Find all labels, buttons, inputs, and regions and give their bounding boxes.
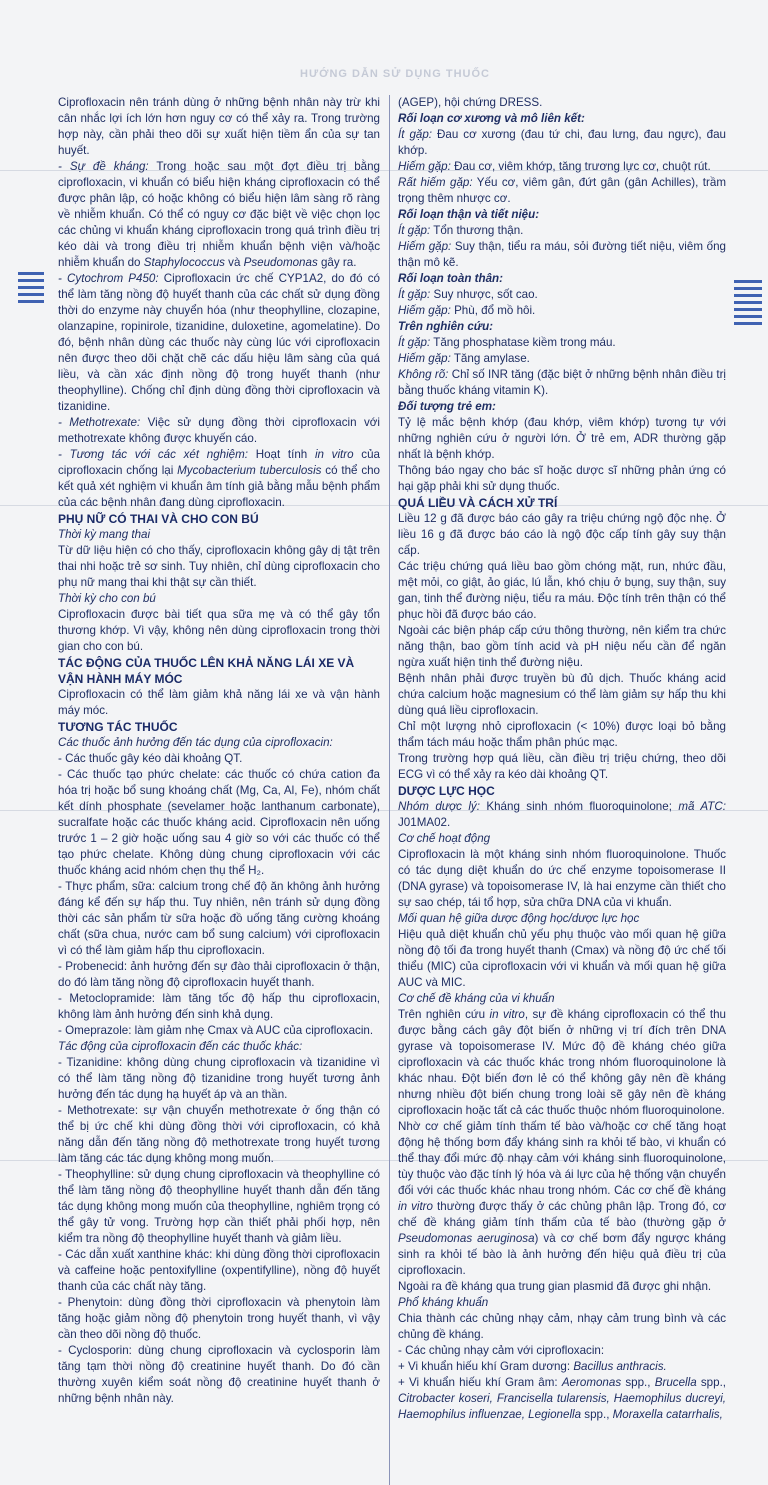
interaction-item: - Theophylline: sử dụng chung ciprofloxacin và theophylline có thể làm tăng nồng độ theophylline huyết thanh dẫn đến tăng tác dụng không mong muốn của theophylline, nghiêm trọng có thể gây tử vong. Trường hợp cần thiết phải phối hợp, nên kiểm tra nồng độ theophylline huyết thanh và giảm liều. bbox=[58, 1168, 380, 1245]
spectrum-paragraph: + Vi khuẩn hiếu khí Gram âm: Aeromonas spp., Brucella spp., Citrobacter koseri, Francisella tularensis, Haemophilus ducreyi, Haemophilus influenzae, Legionella spp., Moraxella catarrhalis, bbox=[398, 1376, 727, 1421]
adr-line: Hiếm gặp: Phù, đổ mồ hôi. bbox=[398, 304, 536, 317]
interaction-item: - Thực phẩm, sữa: calcium trong chế độ ăn không ảnh hưởng đáng kể đến sự hấp thu. Tuy nhiên, nên tránh sử dụng đồng thời các sản phẩm từ sữa hoặc đồ uống tăng cường khoáng chất (sữa chua, nước cam bổ sung calcium) với ciprofloxacin vì có thể làm giảm hấp thu ciprofloxacin. bbox=[58, 880, 380, 957]
overdose-paragraph: Bệnh nhân phải được truyền bù đủ dịch. Thuốc kháng acid chứa calcium hoặc magnesium có thể làm giảm sự hấp thu khi dùng quá liều ciprofloxacin. bbox=[398, 672, 726, 717]
overdose-paragraph: Liều 12 g đã được báo cáo gây ra triệu chứng ngộ độc nhẹ. Ở liều 16 g đã được báo cáo là ngộ độc cấp tính gây suy thận cấp. bbox=[398, 512, 726, 557]
general-heading: Rối loạn toàn thân: bbox=[398, 272, 503, 285]
interaction-item: - Tizanidine: không dùng chung ciprofloxacin và tizanidine vì có thể làm tăng nồng độ tizanidine trong huyết tương ảnh hưởng đến tác dụng hạ huyết áp và an thần. bbox=[58, 1056, 380, 1101]
pregnancy-subheading: Thời kỳ mang thai bbox=[58, 528, 151, 541]
pregnancy-heading: PHỤ NỮ CÓ THAI VÀ CHO CON BÚ bbox=[58, 512, 259, 526]
spectrum-paragraph: + Vi khuẩn hiếu khí Gram dương: Bacillus anthracis. bbox=[398, 1360, 667, 1373]
column-divider bbox=[389, 95, 390, 1485]
spectrum-paragraph: Chia thành các chủng nhạy cảm, nhạy cảm trung bình và các chủng đề kháng. bbox=[398, 1312, 726, 1341]
adr-line: Ít gặp: Đau cơ xương (đau tứ chi, đau lưng, đau ngực), đau khớp. bbox=[398, 128, 727, 157]
breastfeeding-subheading: Thời kỳ cho con bú bbox=[58, 592, 156, 605]
interaction-item: - Các thuốc tạo phức chelate: các thuốc có chứa cation đa hóa trị hoặc bổ sung khoáng chất (Mg, Ca, Al, Fe), nhóm chất kết dính phosphate (sevelamer hoặc lanthanum carbonate), sucralfate hoặc các thuốc kháng acid. Ciprofloxacin nên uống trước 1 – 2 giờ hoặc uống sau 4 giờ so với các thuốc có thể tạo phức chelate. Không dùng chung ciprofloxacin với các thuốc kháng acid nhóm chẹn thụ thể H₂. bbox=[58, 768, 380, 877]
right-margin-marker bbox=[734, 280, 762, 329]
overdose-paragraph: Các triệu chứng quá liều bao gồm chóng mặt, run, nhức đầu, mệt mỏi, co giật, ảo giác, lú lẫn, khó chịu ở bụng, suy thận, suy gan, tinh thể đường niệu, tiểu ra máu. Độc tính trên thận có thể phục hồi đã được báo cáo. bbox=[398, 560, 726, 621]
lab-test-paragraph: - Tương tác với các xét nghiệm: Hoạt tính in vitro của ciprofloxacin chống lại Mycobacterium tuberculosis có thể cho kết quả xét nghiệm vi khuẩn âm tính giả bằng mẫu bệnh phẩm của các bệnh nhân đang dùng ciprofloxacin. bbox=[58, 448, 381, 509]
resistance-subheading: Cơ chế đề kháng của vi khuẩn bbox=[398, 992, 555, 1005]
pharmacologic-group: Nhóm dược lý: Kháng sinh nhóm fluoroquinolone; mã ATC: J01MA02. bbox=[398, 800, 726, 829]
interaction-item: - Cyclosporin: dùng chung ciprofloxacin và cyclosporin làm tăng tạm thời nồng độ creatinine huyết thanh. Do đó cần thường xuyên kiểm soát nồng độ creatinine huyết thanh ở những bệnh nhân này. bbox=[58, 1344, 380, 1405]
interaction-item: - Omeprazole: làm giảm nhẹ Cmax và AUC của ciprofloxacin. bbox=[58, 1024, 374, 1037]
overdose-heading: QUÁ LIỀU VÀ CÁCH XỬ TRÍ bbox=[398, 496, 558, 510]
research-heading: Trên nghiên cứu: bbox=[398, 320, 494, 333]
children-paragraph: Tỷ lệ mắc bệnh khớp (đau khớp, viêm khớp) tương tự với những nghiên cứu ở người lớn. Ở trẻ em, ADR thường gặp nhất là bệnh khớp. bbox=[398, 416, 726, 461]
interactions-heading: TƯƠNG TÁC THUỐC bbox=[58, 720, 178, 734]
overdose-paragraph: Ngoài các biện pháp cấp cứu thông thường, nên kiểm tra chức năng thận, bao gồm tính acid và pH niệu nếu cần để ngăn ngừa xuất hiện tinh thể đường niệu. bbox=[398, 624, 726, 669]
driving-heading: TÁC ĐỘNG CỦA THUỐC LÊN KHẢ NĂNG LÁI XE VÀ VẬN HÀNH MÁY MÓC bbox=[58, 656, 355, 686]
pregnancy-paragraph: Từ dữ liệu hiện có cho thấy, ciprofloxacin không gây dị tật trên thai nhi hoặc trẻ sơ sinh. Tuy nhiên, chỉ dùng ciprofloxacin cho phụ nữ mang thai khi thật sự cần thiết. bbox=[58, 544, 380, 589]
interaction-item: - Các thuốc gây kéo dài khoảng QT. bbox=[58, 752, 243, 765]
pharmacodynamics-heading: DƯỢC LỰC HỌC bbox=[398, 784, 495, 798]
mechanism-subheading: Cơ chế hoạt động bbox=[398, 832, 491, 845]
renal-heading: Rối loạn thận và tiết niệu: bbox=[398, 208, 540, 221]
children-heading: Đối tượng trẻ em: bbox=[398, 400, 496, 413]
show-through-header: HƯỚNG DẪN SỬ DỤNG THUỐC bbox=[300, 68, 490, 80]
interaction-item: - Probenecid: ảnh hưởng đến sự đào thải ciprofloxacin ở thận, do đó làm tăng nồng độ ciprofloxacin huyết thanh. bbox=[58, 960, 380, 989]
report-paragraph: Thông báo ngay cho bác sĩ hoặc dược sĩ những phản ứng có hại gặp phải khi sử dụng thuốc. bbox=[398, 464, 726, 493]
mechanism-paragraph: Ciprofloxacin là một kháng sinh nhóm fluoroquinolone. Thuốc có tác dụng diệt khuẩn do ức chế enzyme topoisomerase II (DNA gyrase) và topoisomerase IV, là hai enzyme cần thiết cho sự sao chép, tái tổ hợp, sửa chữa DNA của vi khuẩn. bbox=[398, 848, 726, 909]
breastfeeding-paragraph: Ciprofloxacin được bài tiết qua sữa mẹ và có thể gây tổn thương khớp. Vì vậy, không nên dùng ciprofloxacin trong thời gian cho con bú. bbox=[58, 608, 380, 653]
interactions-subheading-1: Các thuốc ảnh hưởng đến tác dụng của ciprofloxacin: bbox=[58, 736, 333, 749]
interaction-item: - Phenytoin: dùng đồng thời ciprofloxacin và phenytoin làm tăng hoặc giảm nồng độ phenytoin trong huyết thanh, vì vậy cần theo dõi nồng độ thuốc. bbox=[58, 1296, 380, 1341]
adr-line: Hiếm gặp: Tăng amylase. bbox=[398, 352, 530, 365]
interactions-subheading-2: Tác động của ciprofloxacin đến các thuốc khác: bbox=[58, 1040, 303, 1053]
resistance-paragraph-3: Ngoài ra đề kháng qua trung gian plasmid đã được ghi nhận. bbox=[398, 1280, 712, 1293]
overdose-paragraph: Trong trường hợp quá liều, cần điều trị triệu chứng, theo dõi ECG vì có thể xảy ra kéo dài khoảng QT. bbox=[398, 752, 726, 781]
spectrum-paragraph: - Các chủng nhạy cảm với ciprofloxacin: bbox=[398, 1344, 605, 1357]
interaction-item: - Methotrexate: sự vận chuyển methotrexate ở ống thận có thể bị ức chế khi dùng đồng thời với ciprofloxacin, có khả năng dẫn đến tăng nồng độ methotrexate trong huyết tương làm tăng các tác dụng không mong muốn. bbox=[58, 1104, 380, 1165]
right-column bbox=[398, 95, 726, 1423]
adr-line: Hiếm gặp: Suy thận, tiểu ra máu, sỏi đường tiết niệu, viêm ống thận mô kẽ. bbox=[398, 240, 726, 269]
interaction-item: - Các dẫn xuất xanthine khác: khi dùng đồng thời ciprofloxacin và caffeine hoặc pentoxifylline (oxpentifylline), nồng độ huyết thanh của các chất này tăng. bbox=[58, 1248, 380, 1293]
left-margin-marker bbox=[18, 272, 44, 307]
adr-line: Ít gặp: Tổn thương thận. bbox=[398, 224, 524, 237]
interaction-item: - Metoclopramide: làm tăng tốc độ hấp thu ciprofloxacin, không làm ảnh hưởng đến sinh khả dụng. bbox=[58, 992, 380, 1021]
driving-paragraph: Ciprofloxacin có thể làm giảm khả năng lái xe và vận hành máy móc. bbox=[58, 688, 380, 717]
adr-line: Ít gặp: Tăng phosphatase kiềm trong máu. bbox=[398, 336, 616, 349]
hemolysis-warning: Ciprofloxacin nên tránh dùng ở những bệnh nhân này trừ khi cân nhắc lợi ích lớn hơn nguy cơ có thể xảy ra. Trong trường hợp này, cần phải theo dõi sự xuất hiện tiềm ẩn của sự tan huyết. bbox=[58, 96, 380, 157]
musculoskeletal-heading: Rối loạn cơ xương và mô liên kết: bbox=[398, 112, 585, 125]
adr-line: Rất hiếm gặp: Yếu cơ, viêm gân, đứt gân (gân Achilles), trầm trọng thêm nhược cơ. bbox=[398, 176, 726, 205]
cytochrome-paragraph: - Cytochrom P450: Ciprofloxacin ức chế CYP1A2, do đó có thể làm tăng nồng độ huyết thanh của các chất sử dụng đồng thời do enzyme này chuyển hóa (như theophylline, clozapine, olanzapine, ropinirole, tizanidine, duloxetine, agomelatine). Do đó, bệnh nhân dùng các thuốc này cùng lúc với ciprofloxacin nên được theo dõi chặt chẽ các dấu hiệu lâm sàng của quá liều, và cần xác định nồng độ trong huyết thanh (như theophylline). Chống chỉ định dùng đồng thời ciprofloxacin và tizanidine. bbox=[58, 272, 380, 413]
overdose-paragraph: Chỉ một lượng nhỏ ciprofloxacin (< 10%) được loại bỏ bằng thẩm tách máu hoặc thẩm phân phúc mạc. bbox=[398, 720, 726, 749]
left-column bbox=[58, 95, 380, 1407]
resistance-paragraph-1: Trên nghiên cứu in vitro, sự đề kháng ciprofloxacin có thể thu được bằng cách gây đột biến ở những vị trí đích trên DNA gyrase và topoisomerase IV. Mức độ đề kháng chéo giữa ciprofloxacin và các thuốc khác trong nhóm fluoroquinolone là khác nhau. Đột biến đơn lẻ có thể không gây nên đề kháng nhưng nhiều đột biến chung trong loài sẽ gây nên đề kháng ciprofloxacin hoặc tất cả các thuốc thuộc nhóm fluoroquinolone. bbox=[398, 1008, 726, 1117]
adr-line: Không rõ: Chỉ số INR tăng (đặc biệt ở những bệnh nhân điều trị bằng thuốc kháng vitamin K). bbox=[398, 368, 727, 397]
spectrum-subheading: Phổ kháng khuẩn bbox=[398, 1296, 489, 1309]
pkpd-paragraph: Hiệu quả diệt khuẩn chủ yếu phụ thuộc vào mối quan hệ giữa nồng độ tối đa trong huyết thanh (Cmax) và nồng độ ức chế tối thiểu (MIC) của ciprofloxacin với vi khuẩn và mối quan hệ giữa AUC và MIC. bbox=[398, 928, 726, 989]
adr-line: Hiếm gặp: Đau cơ, viêm khớp, tăng trương lực cơ, chuột rút. bbox=[398, 160, 711, 173]
resistance-paragraph: - Sự đề kháng: Trong hoặc sau một đợt điều trị bằng ciprofloxacin, vi khuẩn có biểu hiện kháng ciprofloxacin có thể được phân lập, có hoặc không có biểu hiện lâm sàng rõ ràng về nhiễm khuẩn. Có thể có nguy cơ đặc biệt về việc chọn lọc các chủng vi khuẩn kháng ciprofloxacin trong quá trình điều trị kéo dài và trong điều trị nhiễm khuẩn bệnh viện và/hoặc nhiễm khuẩn do Staphylococcus và Pseudomonas gây ra. bbox=[58, 160, 380, 269]
pkpd-subheading: Mối quan hệ giữa dược động học/dược lực học bbox=[398, 912, 640, 925]
agep-line: (AGEP), hội chứng DRESS. bbox=[398, 96, 543, 109]
methotrexate-paragraph: - Methotrexate: Việc sử dụng đồng thời ciprofloxacin với methotrexate không được khuyến cáo. bbox=[58, 416, 380, 445]
resistance-paragraph-2: Nhờ cơ chế giảm tính thấm tế bào và/hoặc cơ chế tăng hoạt động hệ thống bơm đẩy kháng sinh ra khỏi tế bào, vi khuẩn có thể thay đổi mức độ nhạy cảm với kháng sinh fluoroquinolone, tùy thuộc vào đặc tính lý hóa và ái lực của hệ thống vận chuyển đối với các thuốc khác nhau trong nhóm. Các cơ chế đề kháng in vitro thường được thấy ở các chủng phân lập. Trong đó, cơ chế đề kháng giảm tính thấm của tế bào (thường gặp ở Pseudomonas aeruginosa) và cơ chế bơm đẩy ngược kháng sinh ra khỏi tế bào là ảnh hưởng đến hiệu quả điều trị của ciprofloxacin. bbox=[398, 1120, 727, 1277]
adr-line: Ít gặp: Suy nhược, sốt cao. bbox=[398, 288, 538, 301]
